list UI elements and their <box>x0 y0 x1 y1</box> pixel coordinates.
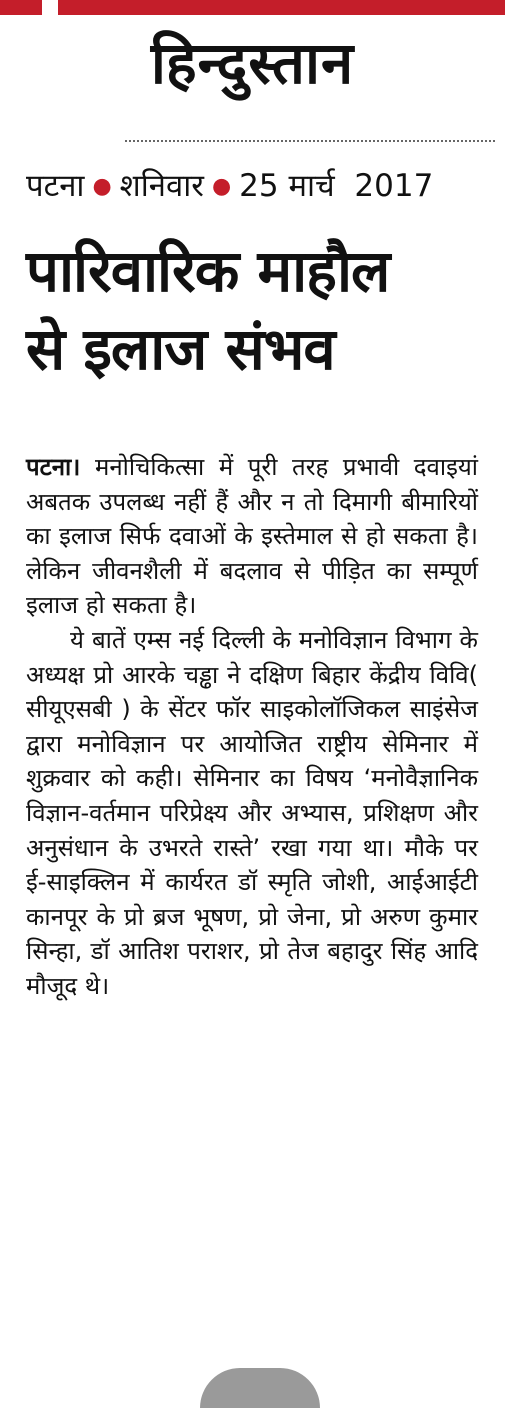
article-paragraph-1 <box>26 450 478 623</box>
newspaper-masthead: हिन्दुस्तान <box>150 29 355 97</box>
bullet-dot-icon: ● <box>92 174 112 199</box>
dotted-divider <box>125 140 495 142</box>
article-body <box>26 450 478 1004</box>
headline-line-2: से इलाज संभव <box>26 315 335 383</box>
dateline-date: 25 मार्च 2017 <box>239 168 434 204</box>
bullet-dot-icon: ● <box>211 174 232 199</box>
bottom-image-fragment <box>200 1368 320 1408</box>
top-red-strip-left <box>0 0 42 15</box>
dateline <box>26 162 486 211</box>
top-red-strip-right <box>58 0 505 15</box>
article-lead-dateline: पटना। <box>26 453 81 481</box>
article-paragraph-2: ये बातें एम्स नई दिल्ली के मनोविज्ञान विभाग के अध्यक्ष प्रो आरके चड्ढा ने दक्षिण बिहार केंद्रीय विवि( सीयूएसबी ) के सेंटर फॉर साइकोलॉजिकल साइंसेज द्वारा मनोविज्ञान पर आयोजित राष्ट्रीय सेमिनार में शुक्रवार को कही। सेमिनार का विषय ‘मनोवैज्ञानिक विज्ञान-वर्तमान परिप्रेक्ष्य और अभ्यास, प्रशिक्षण और अनुसंधान के उभरते रास्ते’ रखा गया था। मौके पर ई-साइक्लिन में कार्यरत डॉ स्मृति जोशी, आईआईटी कानपूर के प्रो ब्रज भूषण, प्रो जेना, प्रो अरुण कुमार सिन्हा, डॉ आतिश पराशर, प्रो तेज बहादुर सिंह आदि मौजूद थे। <box>26 625 478 1000</box>
dateline-day: शनिवार <box>119 168 204 204</box>
article-headline <box>26 232 496 388</box>
article-paragraph-1-text: मनोचिकित्सा में पूरी तरह प्रभावी दवाइयां अबतक उपलब्ध नहीं हैं और न तो दिमागी बीमारियों का इलाज सिर्फ दवाओं के इस्तेमाल से हो सकता है। लेकिन जीवनशैली में बदलाव से पीड़ित का सम्पूर्ण इलाज हो सकता है। <box>26 453 478 620</box>
dateline-city: पटना <box>26 168 85 204</box>
headline-line-1: पारिवारिक माहौल <box>26 237 390 305</box>
